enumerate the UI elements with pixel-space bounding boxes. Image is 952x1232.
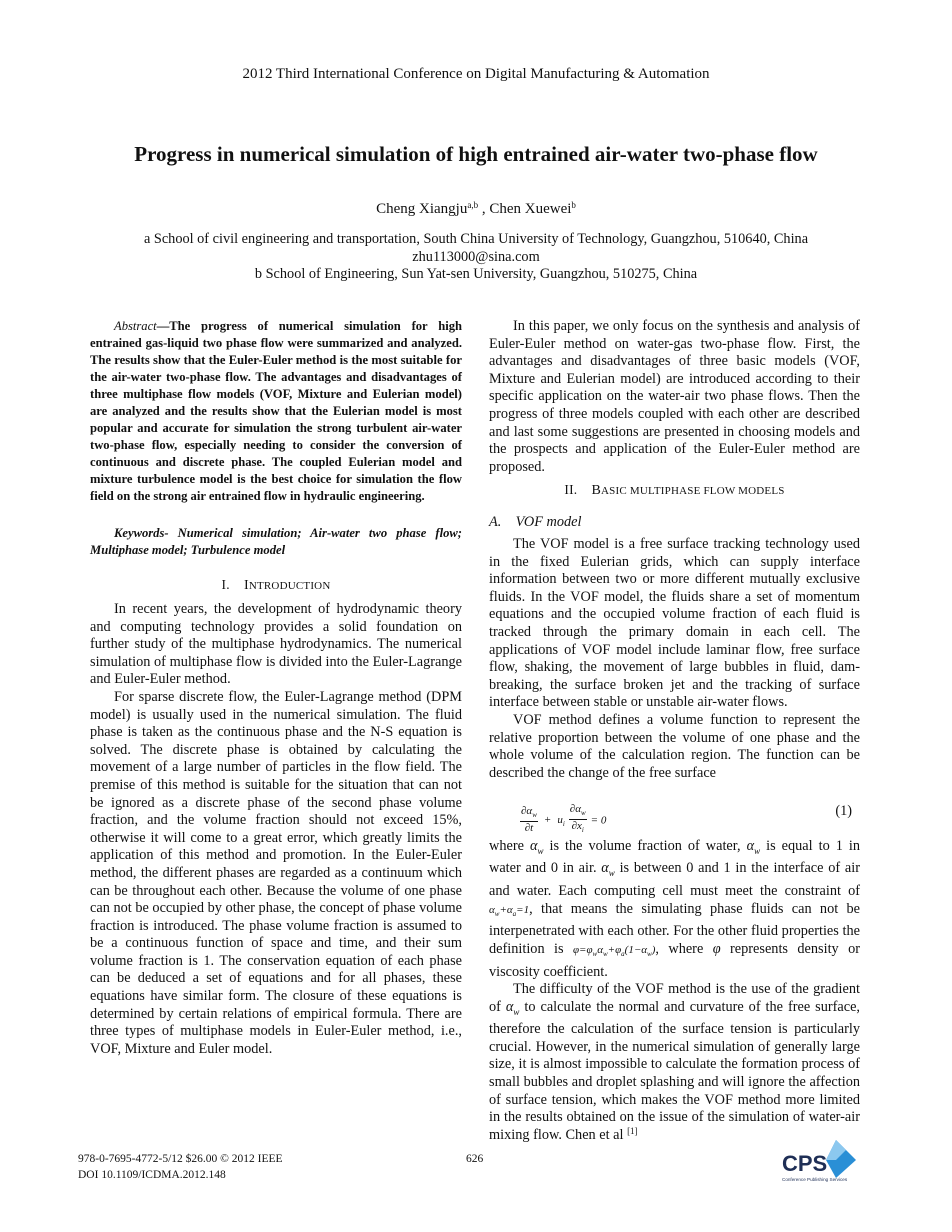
- subsection-title: VOF model: [515, 514, 582, 530]
- footer-isbn: 978-0-7695-4772-5/12 $26.00 © 2012 IEEE: [78, 1153, 283, 1165]
- section-title-rest: NTRODUCTION: [248, 580, 331, 592]
- affiliation-b: b School of Engineering, Sun Yat-sen University, Guangzhou, 510275, China: [254, 266, 698, 282]
- section-title-initial: I: [243, 578, 249, 593]
- affiliation-a: a School of civil engineering and transportation, South China University of Technology, Guangzhou, 510640, China: [143, 231, 809, 247]
- subsection-heading-vof: [489, 514, 860, 531]
- cps-logo-graphic: [780, 1138, 858, 1186]
- vof-paragraph-4: The difficulty of the VOF method is the use of the gradient of $\alpha_w$ to calculate the normal and curvature of the free surface, therefore the calculation of the surface tension is particularly crucial. However, in the numerical simulation of generally large size, it is almost impossible to calculate the formation process of small bubbles and droplet splashing and will ignore the affection of surface tension, which makes the VOF method more limited in the results obtained on the issue of the simulation of water-air mixing flow. Chen et al [1]: [489, 981, 860, 1143]
- citation-ref-1[interactable]: [1]: [627, 1125, 638, 1136]
- vof-paragraph-2: VOF method defines a volume function to represent the relative proportion between the volume of one phase and the whole volume of the calculation region. The function can be described the change of the free surface: [489, 711, 860, 781]
- overview-paragraph: In this paper, we only focus on the synthesis and analysis of Euler-Euler method on water-gas two-phase flow. First, the advantages and disadvantages of three basic models (VOF, Mixture and Eulerian model) are introduced according to their specific application on the water-air two phase flows. Then the progress of three models coupled with each other are described and last some suggestions are presented in choosing models and the prospects and application of the Euler-Euler method are proposed.: [489, 318, 860, 475]
- abstract-text: The progress of numerical simulation for high entrained gas-liquid two phase flow were summarized and analyzed. The results show that the Euler-Euler method is the most suitable for the air-water two-phase flow. The advantages and disadvantages of three multiphase flow models (VOF, Mixture and Eulerian model) are analyzed and the results show that the Eulerian model is most popular and accurate for simulation the strong turbulent air-water two-phase flow, especially needing to consider the conversion of continuous and discrete phase. The coupled Eulerian model and mixture turbulence model is the best choice for simulation the flow field on the strong air entrained flow in hydraulic engineering.: [90, 319, 462, 503]
- author-1-affiliation: a,b: [467, 200, 479, 210]
- logo-subtext: Conference Publishing Services: [782, 1177, 848, 1182]
- section-number: I.: [221, 577, 230, 592]
- page-number: 626: [466, 1153, 484, 1165]
- section-title-initial: B: [591, 483, 602, 498]
- abstract-label: Abstract: [114, 319, 157, 333]
- section-heading-introduction: [90, 577, 462, 594]
- intro-paragraph-1: In recent years, the development of hydrodynamic theory and computing technology provides a solid foundation on further study of the multiphase hydrodynamics. The numerical simulation of multiphase flow is divided into the Euler-Lagrange and Euler-Euler method.: [90, 601, 462, 688]
- author-2: Chen Xuewei: [489, 201, 572, 217]
- paper-title: Progress in numerical simulation of high entrained air-water two-phase flow: [134, 142, 818, 166]
- partial-x-fraction: $\frac{\partial\alpha_w}{\partial x_i}$: [569, 803, 586, 835]
- author-email: zhu113000@sina.com: [412, 249, 540, 265]
- intro-paragraph-2: For sparse discrete flow, the Euler-Lagrange method (DPM model) is usually used in the numerical simulation. The fluid phase is taken as the continuous phase and the N-S equation is solved. The discrete phase is obtained by calculating the movement of a large number of particles in the flow field. The premise of this method is suitable for the situation that can not be ignored as a discrete phase of the second phase volume fraction, and the volume fraction should not exceed 15%, otherwise it will come to a great error, which greatly limits the application of this method and promotion. In the Euler-Euler method, the different phases are regarded as a continuum which can be throughout each other. Because the volume of one phase can not be occupied by other phase, the concept of phase volume fraction is introduced. The phase volume fraction is assumed to be a continuous function of space and time, and their sum volume fraction is 1. The conservation equation of each phase can be deduced a set of equations and for all phases, these equations have similar form. The closure of these equations is determined by certain relations of empirical formula. There are three types of multiphase models in Euler-Euler method, i.e., VOF, Mixture and Euler model.: [90, 688, 462, 1057]
- equation-1: $\frac{\partial\alpha_w}{\partial t}$ + $u_i$ $\frac{\partial\alpha_w}{\partial x_i}$ = 0 (1): [521, 803, 852, 835]
- introduction-body: [90, 601, 462, 1058]
- conference-header: 2012 Third International Conference on Digital Manufacturing & Automation: [242, 66, 710, 82]
- cps-logo: [780, 1138, 858, 1186]
- equation-number: (1): [835, 803, 852, 819]
- abstract: [90, 318, 462, 505]
- author-line: [0, 201, 952, 218]
- keywords-text: Keywords- Numerical simulation; Air-water two phase flow; Multiphase model; Turbulence model: [90, 526, 462, 557]
- keywords: [90, 525, 462, 559]
- section-number: II.: [564, 482, 578, 497]
- partial-t-fraction: $\frac{\partial\alpha_w}{\partial t}$: [521, 805, 537, 835]
- author-2-affiliation: b: [571, 200, 576, 210]
- vof-body-continued: [489, 838, 860, 1144]
- section-title-rest: ASIC MULTIPHASE FLOW MODELS: [601, 485, 785, 497]
- vof-paragraph-3: where $\alpha_w$ is the volume fraction of water, $\alpha_w$ is equal to 1 in water and 0 in air. $\alpha_w$ is between 0 and 1 in the interface of air and water. Each computing cell must meet the constraint of $\alpha_w+\alpha_a=1$, that means the simulating phase fluids can not be interpenetrated with each other. For the other fluid properties the definition is $\varphi=\varphi_w\alpha_w+\varphi_a(1-\alpha_w)$, where φ represents density or viscosity coefficient.: [489, 838, 861, 980]
- abstract-dash: —: [156, 319, 170, 333]
- vof-body: [489, 536, 860, 782]
- footer-doi: DOI 10.1109/ICDMA.2012.148: [78, 1169, 226, 1181]
- author-separator: ,: [478, 201, 490, 217]
- logo-text: CPS: [782, 1151, 828, 1176]
- paper-overview: [489, 318, 860, 476]
- section-heading-basic-models: [489, 482, 860, 499]
- subsection-label: A.: [489, 514, 502, 530]
- author-1: Cheng Xiangju: [376, 201, 468, 217]
- vof-paragraph-1: The VOF model is a free surface tracking technology used in the fixed Eulerian grids, which can supply interface information between two or more different mutually exclusive fluids. In the VOF model, the fluids share a set of momentum equations and the occupied volume fraction of each fluid is tracked through the primary domain in each cell. The applications of VOF model include laminar flow, free surface flow, shaking, the movement of large bubbles in fluid, dam-breaking, the surface broken jet and the tracking of surface interface between stable or unstable air-water flows.: [489, 536, 860, 711]
